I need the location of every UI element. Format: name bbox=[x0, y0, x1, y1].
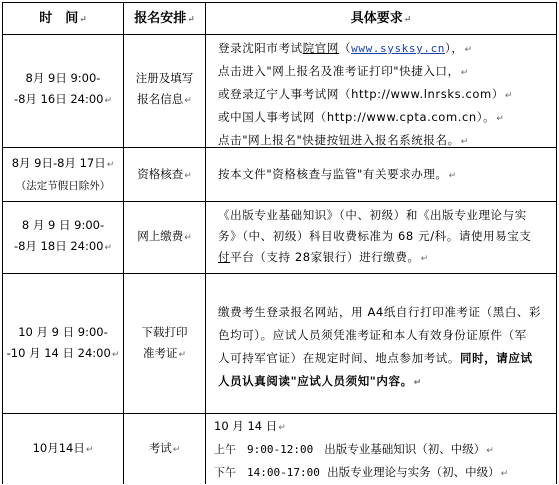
requirement-line: 人可持军官证）在规定时间、地点参加考试。同时，请应试 bbox=[218, 351, 533, 365]
row3-time bbox=[3, 215, 123, 259]
header-arrangement bbox=[124, 3, 205, 34]
requirement-line: 点击"网上报名"快捷按钮进入报名系统报名。↵ bbox=[218, 133, 469, 147]
requirement-line: 上午 9:00-12:00 出版专业基础知识（初、中级）↵ bbox=[214, 442, 494, 456]
time-line: -8月 18日 24:00↵ bbox=[13, 239, 113, 253]
paragraph-mark: ↵ bbox=[79, 15, 87, 25]
paragraph-mark: ↵ bbox=[85, 445, 94, 455]
paragraph-mark: ↵ bbox=[187, 15, 195, 25]
arrangement-line: 注册及填写 bbox=[135, 71, 194, 85]
paragraph-mark: ↵ bbox=[184, 96, 192, 106]
arrangement-line: 网上缴费↵ bbox=[137, 229, 192, 243]
paragraph-mark: ↵ bbox=[460, 68, 469, 78]
sysksy-link[interactable]: www.sysksy.cn bbox=[351, 42, 446, 55]
header-requirements bbox=[206, 3, 556, 34]
requirement-line: 或登录辽宁人事考试网（http://www.lnrsks.com）↵ bbox=[218, 87, 514, 101]
row-divider bbox=[2, 273, 557, 274]
requirement-line: 付平台（支持 28家银行）进行缴费。↵ bbox=[218, 250, 429, 264]
arrangement-line: 报名信息↵ bbox=[137, 92, 192, 106]
requirement-line: 下午 14:00-17:00 出版专业理论与实务（初、中级）↵ bbox=[214, 465, 509, 479]
paragraph-mark: ↵ bbox=[420, 254, 429, 264]
row4-requirement bbox=[206, 301, 556, 395]
paragraph-mark: ↵ bbox=[500, 469, 509, 479]
requirement-line: 《出版专业基础知识》（中、初级）和《出版专业理论与实 bbox=[218, 208, 527, 222]
paragraph-mark: ↵ bbox=[111, 350, 120, 360]
paragraph-mark: ↵ bbox=[104, 96, 113, 106]
requirement-line: 按本文件"资格核查与监管"有关要求办理。↵ bbox=[218, 167, 457, 181]
row2-arrangement bbox=[124, 164, 205, 187]
header-requirements-label: 具体要求 bbox=[350, 11, 403, 26]
paragraph-mark: ↵ bbox=[278, 423, 286, 433]
row-divider bbox=[2, 201, 557, 202]
time-line: 8月 9日 9:00- bbox=[25, 71, 101, 85]
paragraph-mark: ↵ bbox=[464, 45, 473, 55]
requirement-line: 色均可）。应试人员须凭准考证和本人有效身份证原件（军 bbox=[218, 328, 527, 342]
requirement-line: 务》（中、初级）科目收费标准为 68 元/科。请使用易宝支 bbox=[218, 229, 532, 243]
row4-arrangement bbox=[124, 322, 205, 366]
paragraph-mark: ↵ bbox=[486, 446, 494, 456]
exam-site-link-text[interactable]: 院官网 bbox=[302, 41, 340, 55]
time-line: -10 月 14 日 24:00↵ bbox=[6, 346, 120, 360]
paragraph-mark: ↵ bbox=[448, 171, 457, 181]
arrangement-line: 考试↵ bbox=[148, 441, 181, 455]
row5-time bbox=[3, 438, 123, 461]
header-time-label: 时 间 bbox=[39, 11, 79, 26]
row5-requirement bbox=[206, 416, 556, 485]
row-divider bbox=[2, 34, 557, 35]
row4-time bbox=[3, 322, 123, 366]
row3-requirement bbox=[206, 205, 556, 270]
requirement-line: 10 月 14 日↵ bbox=[214, 419, 286, 433]
paragraph-mark: ↵ bbox=[184, 171, 192, 181]
arrangement-line: 下载打印 bbox=[141, 325, 188, 339]
requirement-line: 缴费考生登录报名网站，用 A4纸自行打印准考证（黑白、彩 bbox=[218, 305, 542, 319]
paragraph-mark: ↵ bbox=[106, 160, 115, 170]
time-line: 10月14日↵ bbox=[32, 441, 94, 455]
paragraph-mark: ↵ bbox=[178, 350, 187, 360]
time-line: 10 月 9 日 9:00- bbox=[18, 325, 108, 339]
requirement-line: 点击进入"网上报名及准考证打印"快捷入口，↵ bbox=[218, 64, 469, 78]
requirement-line: 登录沈阳市考试院官网（www.sysksy.cn），↵ bbox=[218, 41, 473, 55]
paragraph-mark: ↵ bbox=[496, 114, 505, 124]
paragraph-mark: ↵ bbox=[413, 378, 422, 388]
header-time bbox=[3, 3, 123, 34]
row5-arrangement bbox=[124, 438, 205, 461]
table-border-right bbox=[556, 2, 557, 484]
time-line: （法定节假日除外） bbox=[15, 180, 111, 192]
row3-arrangement bbox=[124, 226, 205, 249]
time-line: 8 月 9 日 9:00- bbox=[21, 218, 105, 232]
arrangement-line: 准考证↵ bbox=[142, 346, 187, 360]
paragraph-mark: ↵ bbox=[104, 243, 113, 253]
time-line: -8月 16日 24:00↵ bbox=[13, 92, 113, 106]
arrangement-line: 资格核查↵ bbox=[137, 167, 192, 181]
header-arrangement-label: 报名安排 bbox=[134, 11, 187, 26]
paragraph-mark: ↵ bbox=[504, 91, 514, 101]
paragraph-mark: ↵ bbox=[184, 233, 192, 243]
paragraph-mark: ↵ bbox=[460, 137, 469, 147]
requirement-line: 或中国人事考试网（http://www.cpta.com.cn）。↵ bbox=[218, 110, 505, 124]
time-line: 8月 9日-8月 17日↵ bbox=[11, 156, 115, 170]
row1-requirement bbox=[206, 38, 556, 153]
requirement-line: 人员认真阅读"应试人员须知"内容。↵ bbox=[218, 374, 422, 388]
row2-requirement bbox=[206, 164, 556, 187]
paragraph-mark: ↵ bbox=[172, 445, 181, 455]
row1-arrangement bbox=[124, 68, 205, 112]
row1-time bbox=[3, 68, 123, 112]
yeepay-link-text[interactable]: 付 bbox=[218, 250, 231, 264]
row2-time bbox=[3, 153, 123, 197]
row-divider bbox=[2, 413, 557, 414]
paragraph-mark: ↵ bbox=[403, 15, 412, 25]
